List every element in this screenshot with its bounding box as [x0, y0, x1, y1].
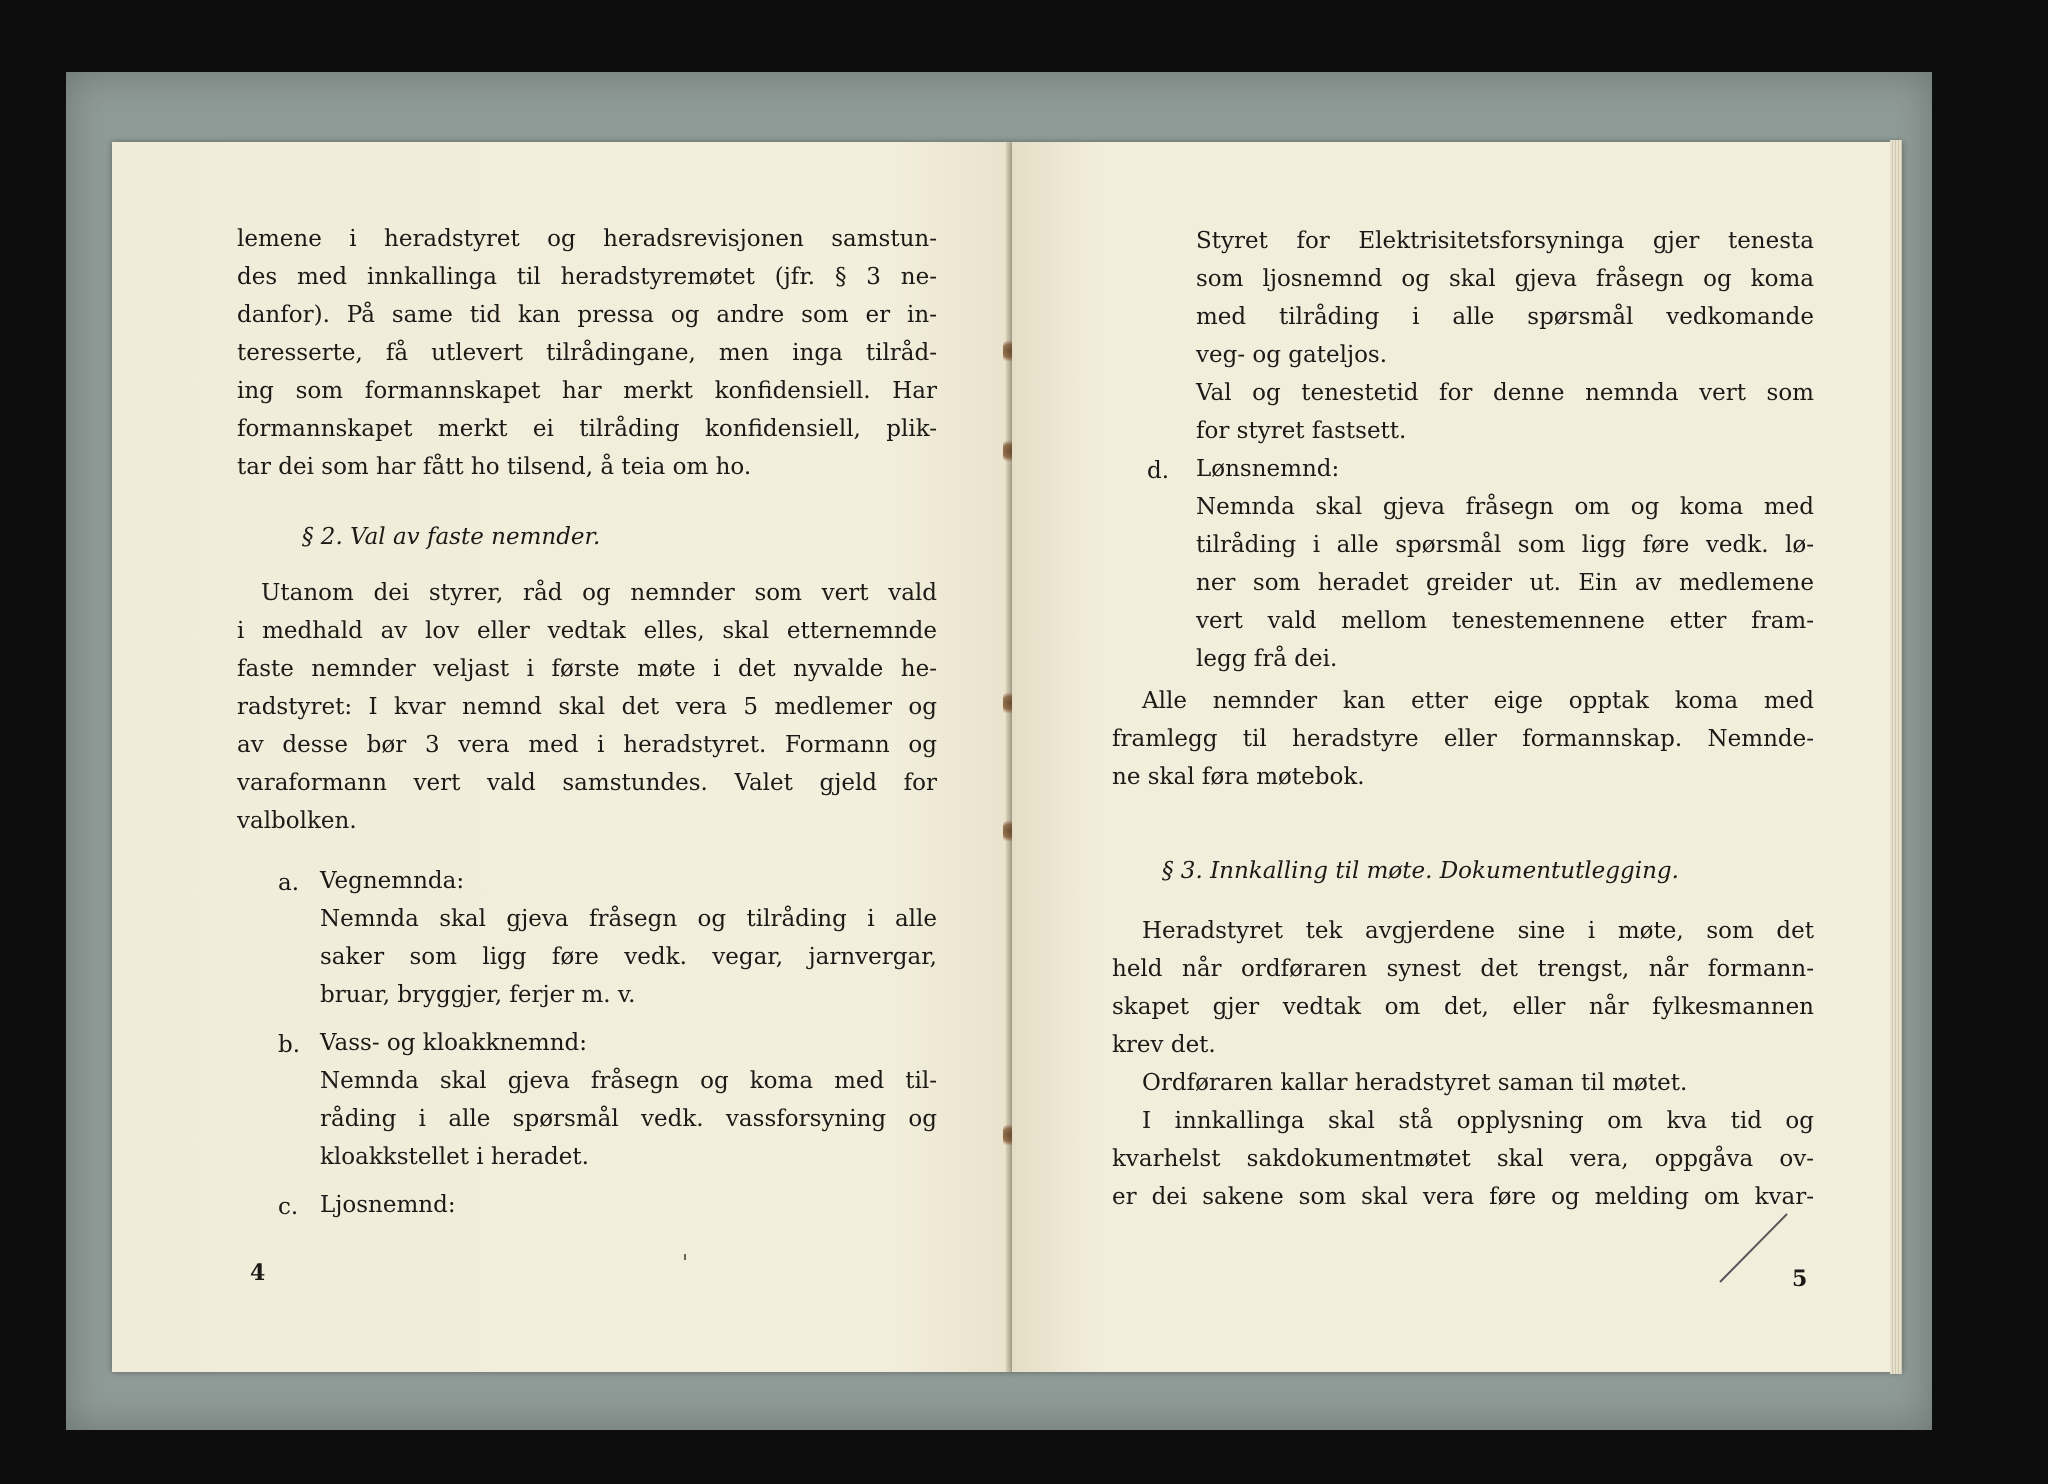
text-line: Alle nemnder kan etter eige opptak koma med [1142, 688, 1814, 714]
text-line: teresserte, få utlevert tilrådingane, men inga tilråd- [237, 340, 937, 366]
item-c-title: Ljosnemnd: [320, 1192, 456, 1218]
item-c-title-block [320, 1186, 937, 1224]
item-c-text-2 [1196, 374, 1814, 450]
text-line: saker som ligg føre vedk. vegar, jarnvergar, [320, 944, 937, 970]
text-line: bruar, bryggjer, ferjer m. v. [320, 982, 636, 1008]
text-line: Styret for Elektrisitetsforsyninga gjer tenesta [1196, 228, 1814, 254]
text-line: som ljosnemnd og skal gjeva fråsegn og koma [1196, 266, 1814, 292]
item-d-title: Lønsnemnd: [1196, 456, 1340, 482]
item-a-block [320, 862, 937, 1014]
text-line: med tilråding i alle spørsmål vedkomande [1196, 304, 1814, 330]
text-line: framlegg til heradstyre eller formannskap. Nemnde- [1112, 726, 1814, 752]
text-line: ing som formannskapet har merkt konfidensiell. Har [237, 378, 937, 404]
item-d-label: d. [1147, 458, 1170, 484]
text-line: Nemnda skal gjeva fråsegn om og koma med [1196, 494, 1814, 520]
text-line: kloakkstellet i heradet. [320, 1144, 589, 1170]
text-line: radstyret: I kvar nemnd skal det vera 5 medlemer og [237, 694, 937, 720]
text-line: krev det. [1112, 1032, 1216, 1058]
page-edges [1890, 140, 1902, 1374]
text-line: danfor). På same tid kan pressa og andre som er in- [237, 302, 937, 328]
text-line: ne skal føra møtebok. [1112, 764, 1365, 790]
item-b-title: Vass- og kloakknemnd: [320, 1030, 588, 1056]
text-line: lemene i heradstyret og heradsrevisjonen samstun- [237, 226, 937, 252]
section-3-heading: § 3. Innkalling til møte. Dokumentutlegging. [1162, 858, 1679, 884]
text-line: Ordføraren kallar heradstyret saman til møtet. [1142, 1070, 1688, 1096]
text-line: legg frå dei. [1196, 646, 1338, 672]
text-line: Nemnda skal gjeva fråsegn og koma med til- [320, 1068, 937, 1094]
item-c-text [1196, 222, 1814, 374]
text-line: Val og tenestetid for denne nemnda vert som [1196, 380, 1814, 406]
text-line: vert vald mellom tenestemennene etter fram- [1196, 608, 1814, 634]
text-line: formannskapet merkt ei tilråding konfidensiell, plik- [237, 416, 937, 442]
item-d-block [1196, 450, 1814, 678]
text-line: skapet gjer vedtak om det, eller når fylkesmannen [1112, 994, 1814, 1020]
text-line: Utanom dei styrer, råd og nemnder som vert vald [261, 580, 937, 606]
item-b-label: b. [278, 1032, 301, 1058]
text-line: veg- og gateljos. [1196, 342, 1388, 368]
item-b-block [320, 1024, 937, 1176]
text-line: råding i alle spørsmål vedk. vassforsyning og [320, 1106, 937, 1132]
text-line: held når ordføraren synest det trengst, når formann- [1112, 956, 1814, 982]
text-line: I innkallinga skal stå opplysning om kva tid og [1142, 1108, 1814, 1134]
left-paragraph-1 [237, 220, 937, 486]
item-a-title: Vegnemnda: [320, 868, 465, 894]
item-a-label: a. [278, 870, 300, 896]
right-page [1012, 142, 1902, 1372]
text-line: valbolken. [237, 808, 357, 834]
right-paragraph-4 [1112, 1064, 1814, 1102]
right-page-number: 5 [1792, 1266, 1808, 1292]
text-line: Nemnda skal gjeva fråsegn og tilråding i alle [320, 906, 937, 932]
text-line: des med innkallinga til heradstyremøtet (jfr. § 3 ne- [237, 264, 937, 290]
text-line: ner som heradet greider ut. Ein av medlemene [1196, 570, 1814, 596]
margin-mark [684, 1254, 686, 1260]
right-paragraph-5 [1112, 1102, 1814, 1216]
right-paragraph-3 [1112, 912, 1814, 1064]
left-page-number: 4 [250, 1260, 266, 1286]
text-line: varaformann vert vald samstundes. Valet gjeld for [237, 770, 937, 796]
text-line: er dei sakene som skal vera føre og melding om kvar- [1112, 1184, 1814, 1210]
left-page [112, 142, 1012, 1372]
text-line: i medhald av lov eller vedtak elles, skal etternemnde [237, 618, 937, 644]
text-line: av desse bør 3 vera med i heradstyret. Formann og [237, 732, 937, 758]
text-line: tilråding i alle spørsmål som ligg føre vedk. lø- [1196, 532, 1814, 558]
item-c-label: c. [278, 1194, 299, 1220]
all-nemnder-paragraph [1112, 682, 1814, 796]
left-paragraph-2 [237, 574, 937, 840]
text-line: faste nemnder veljast i første møte i det nyvalde he- [237, 656, 937, 682]
pencil-mark [1712, 1212, 1792, 1292]
text-line: tar dei som har fått ho tilsend, å teia om ho. [237, 454, 752, 480]
text-line: kvarhelst sakdokumentmøtet skal vera, oppgåva ov- [1112, 1146, 1814, 1172]
section-2-heading: § 2. Val av faste nemnder. [302, 524, 601, 550]
text-line: Heradstyret tek avgjerdene sine i møte, som det [1142, 918, 1814, 944]
text-line: for styret fastsett. [1196, 418, 1407, 444]
